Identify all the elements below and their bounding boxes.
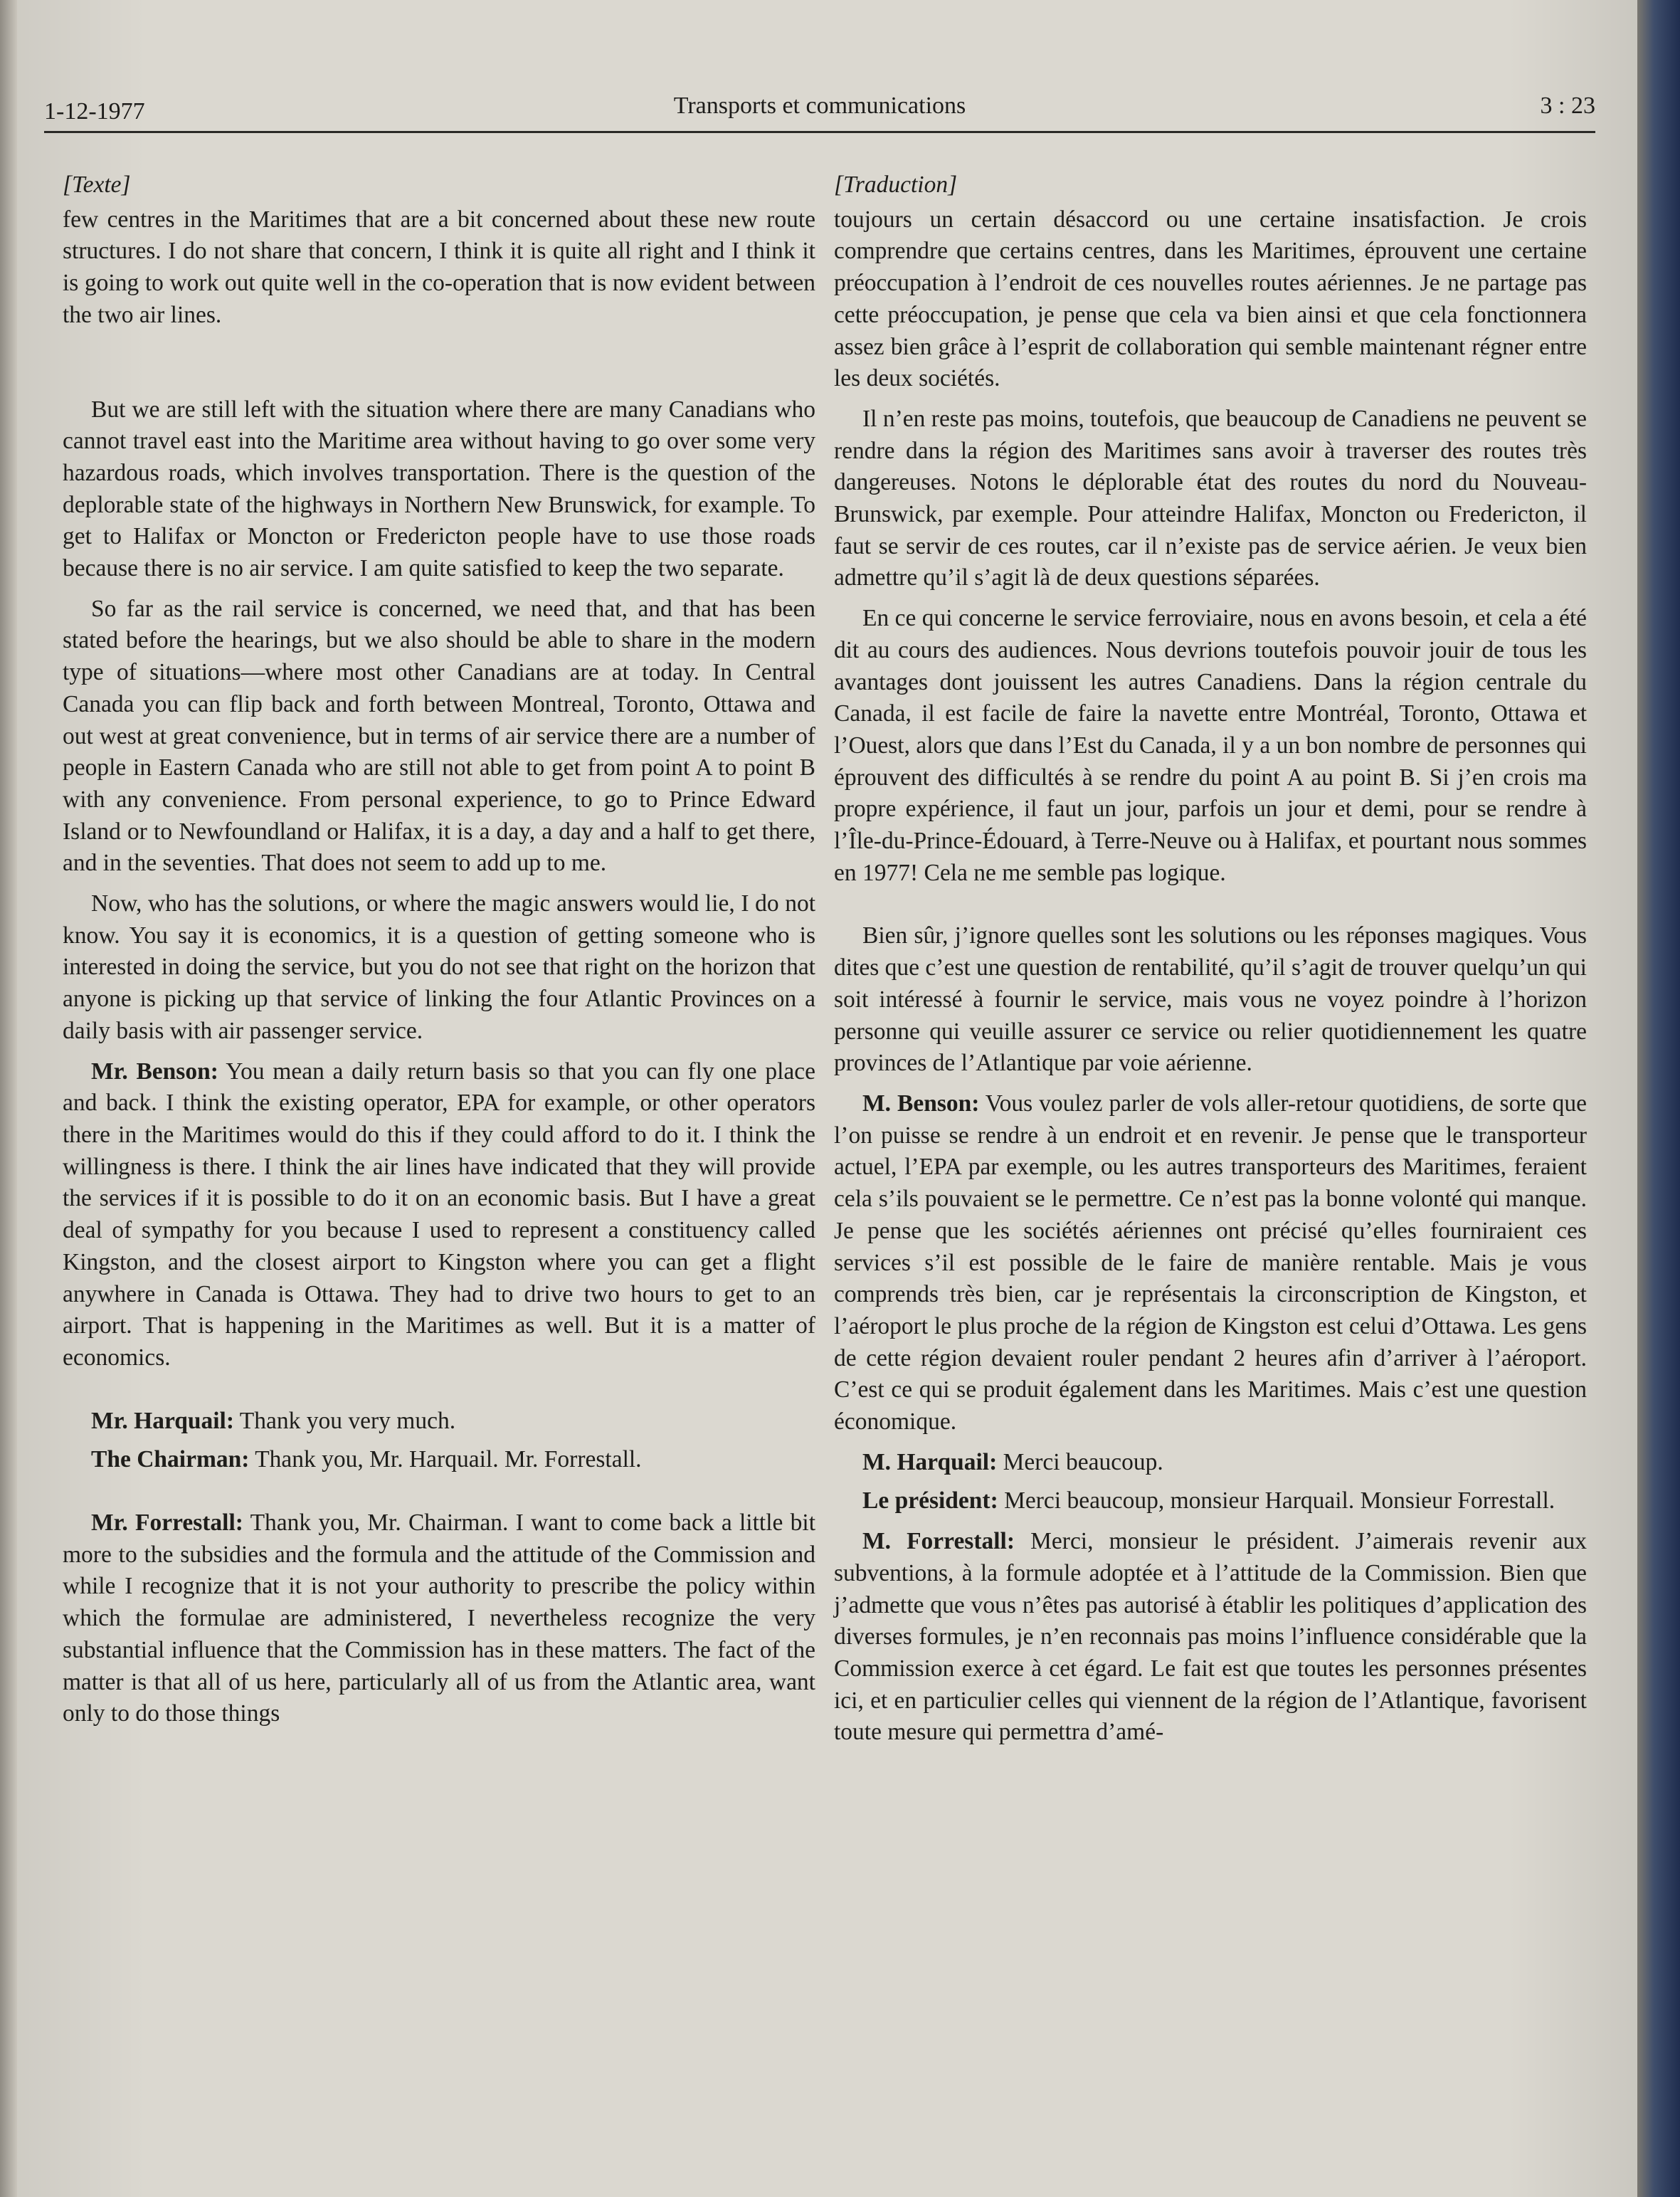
speaker-paragraph: [834, 1526, 1587, 1749]
page-gutter: [0, 0, 17, 2197]
speaker-name: Mr. Benson:: [91, 1058, 218, 1085]
paragraph: few centres in the Maritimes that are a bit concerned about these new route structures. I do not share that concern, I think it is quite all right and I think it is going to work out quite well in the co-operation that is now evident between the two air lines.: [63, 206, 815, 328]
speech-text: Merci beaucoup, monsieur Harquail. Monsieur Forrestall.: [998, 1487, 1555, 1514]
label-text: Texte: [72, 172, 122, 198]
speech-text: Thank you very much.: [234, 1407, 456, 1434]
speaker-paragraph: [63, 1507, 815, 1730]
speech-text: Thank you, Mr. Harquail. Mr. Forrestall.: [249, 1446, 642, 1473]
speech-text: Thank you, Mr. Chairman. I want to come back a little bit more to the subsidies and the formula and the attitude of the Commission and while I recognize that it is not your authority to prescribe the policy within which the formulae are administered, I nevertheless recognize the very substantial influence that the Commission has in these matters. The fact of the matter is that all of us here, particularly all of us from the Atlantic area, want only to do those things: [63, 1510, 815, 1727]
english-column: [63, 169, 815, 1739]
paragraph: toujours un certain désaccord ou une certaine insatisfaction. Je crois comprendre que certains centres, dans les Maritimes, éprouvent une certaine préoccupation à l’endroit de ces nouvelles routes aériennes. Je ne partage pas cette préoccupation, je pense que cela va bien ainsi et que cela fonctionnera assez bien grâce à l’esprit de collaboration qui semble maintenant régner entre les deux sociétés.: [834, 206, 1587, 392]
speech-text: You mean a daily return basis so that you can fly one place and back. I think the existing operator, EPA for example, or other operators there in the Maritimes would do this if they could afford to do it. I think the willingness is there. I think the air lines have indicated that they will provide the services if it is possible to do it on an economic basis. But I have a great deal of sympathy for you because I used to represent a constituency called Kingston, and the closest airport to Kingston where you can get a flight anywhere in Canada is Ottawa. They had to drive two hours to get to an airport. That is happening in the Maritimes as well. But it is a matter of economics.: [63, 1058, 815, 1371]
paragraph: Il n’en reste pas moins, toutefois, que beaucoup de Canadiens ne peuvent se rendre dans la région des Maritimes sans avoir à traverser des routes très dangereuses. Notons le déplorable état des routes du nord du Nouveau-Brunswick, par exemple. Pour atteindre Halifax, Moncton ou Fredericton, il faut se servir de ces routes, car il n’existe pas de service aérien. Je veux bien admettre qu’il s’agit là de deux questions séparées.: [834, 405, 1587, 591]
label-bracket-open: [: [834, 172, 844, 198]
speaker-paragraph: [63, 1444, 815, 1476]
column-label: [63, 169, 815, 201]
header-date: 1-12-1977: [44, 98, 145, 125]
paragraph: En ce qui concerne le service ferroviaire, nous en avons besoin, et cela a été dit au cours des audiences. Nous devrions toutefois pouvoir jouir de tous les avantages dont jouissent les autres Canadiens. Dans la région centrale du Canada, il est facile de faire la navette entre Montréal, Toronto, Ottawa et l’Ouest, alors que dans l’Est du Canada, il y a un bon nombre de personnes qui éprouvent des difficultés à se rendre du point A au point B. Si j’en crois ma propre expérience, il faut un jour, parfois un jour et demi, pour se rendre à l’Île-du-Prince-Édouard, à Terre-Neuve ou à Halifax, et pourtant nous sommes en 1977! Cela ne me semble pas logique.: [834, 605, 1587, 886]
speech-text: Merci beaucoup.: [997, 1448, 1163, 1475]
paragraph: So far as the rail service is concerned, we need that, and that has been stated before the hearings, but we also should be able to share in the modern type of situations—where most other Canadians are at today. In Central Canada you can flip back and forth between Montreal, Toronto, Ottawa and out west at great convenience, but in terms of air service there are a number of people in Eastern Canada who are still not able to get from point A to point B with any convenience. From personal experience, to go to Prince Edward Island or to Newfoundland or Halifax, it is a day, a day and a half to get there, and in the seventies. That does not seem to add up to me.: [63, 595, 815, 877]
speaker-name: M. Forrestall:: [862, 1528, 1015, 1555]
label-bracket-close: ]: [121, 172, 131, 198]
header-rule: [44, 131, 1595, 133]
label-text: Traduction: [843, 172, 949, 198]
speaker-name: The Chairman:: [91, 1446, 250, 1473]
book-cover-edge: [1637, 0, 1680, 2197]
label-bracket-open: [: [63, 172, 73, 198]
document-page: [17, 0, 1637, 2197]
label-bracket-close: ]: [948, 172, 958, 198]
running-header: [44, 93, 1595, 128]
speaker-name: Mr. Forrestall:: [91, 1510, 243, 1537]
header-title: Transports et communications: [673, 93, 966, 119]
speaker-paragraph: [834, 1088, 1587, 1438]
column-label: [834, 169, 1587, 201]
speaker-name: Mr. Harquail:: [91, 1407, 235, 1434]
speaker-paragraph: [834, 1447, 1587, 1479]
speaker-name: M. Harquail:: [862, 1448, 998, 1475]
paragraph: But we are still left with the situation where there are many Canadians who cannot travel east into the Maritime area without having to go over some very hazardous roads, which involves transportation. There is the question of the deplorable state of the highways in Northern New Brunswick, for example. To get to Halifax or Moncton or Fredericton people have to use those roads because there is no air service. I am quite satisfied to keep the two separate.: [63, 396, 815, 582]
speech-text: Vous voulez parler de vols aller-retour quotidiens, de sorte que l’on puisse se rendre à un endroit et en revenir. Je pense que le transporteur actuel, l’EPA par exemple, ou les autres transporteurs des Maritimes, feraient cela s’ils pouvaient se le permettre. Ce n’est pas la bonne volonté qui manque. Je pense que les sociétés aériennes ont précisé qu’elles fourniraient ces services s’il est possible de le faire de manière rentable. Mais je vous comprends très bien, car je représentais la circonscription de Kingston, et l’aéroport le plus proche de la région de Kingston est celui d’Ottawa. Les gens de cette région devaient rouler pendant 2 heures afin d’arriver à l’aéroport. C’est ce qui se produit également dans les Maritimes. Mais c’est une question économique.: [834, 1090, 1587, 1435]
speaker-paragraph: [834, 1485, 1587, 1517]
header-page-number: 3 : 23: [1540, 93, 1595, 119]
speaker-name: Le président:: [862, 1487, 998, 1514]
speaker-name: M. Benson:: [862, 1090, 980, 1117]
speech-text: Merci, monsieur le président. J’aimerais revenir aux subventions, à la formule adoptée et à l’attitude de la Commission. Bien que j’admette que vous n’êtes pas autorisé à établir les politiques d’application des diverses formules, je n’en reconnais pas moins l’influence considérable que la Commission exerce à cet égard. Le fait est que toutes les personnes présentes ici, et en particulier celles qui viennent de la région de l’Atlantique, favorisent toute mesure qui permettra d’amé-: [834, 1528, 1587, 1746]
speaker-paragraph: [63, 1406, 815, 1438]
paragraph: Bien sûr, j’ignore quelles sont les solutions ou les réponses magiques. Vous dites que c’est une question de rentabilité, qu’il s’agit de trouver quelqu’un qui soit intéressé à fournir le service, mais vous ne voyez poindre à l’horizon personne qui veuille assurer ce service ou relier quotidiennement les quatre provinces de l’Atlantique par voie aérienne.: [834, 922, 1587, 1077]
paragraph: Now, who has the solutions, or where the magic answers would lie, I do not know. You say it is economics, it is a question of getting someone who is interested in doing the service, but you do not see that right on the horizon that anyone is picking up that service of linking the four Atlantic Provinces on a daily basis with air passenger service.: [63, 890, 815, 1044]
speaker-paragraph: [63, 1056, 815, 1374]
french-column: [834, 169, 1587, 1757]
